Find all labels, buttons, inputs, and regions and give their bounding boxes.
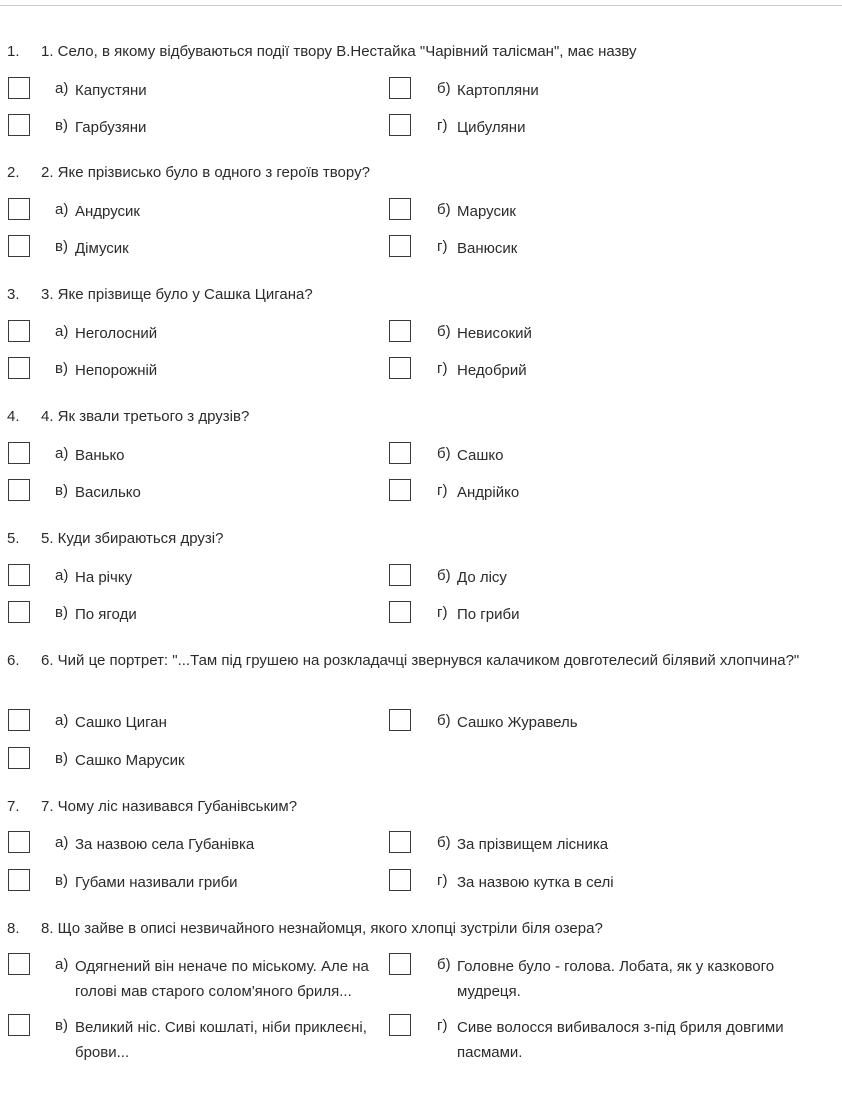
option-text: Дімусик [75, 240, 129, 257]
option-q5-c[interactable] [8, 601, 388, 627]
option-letter: б) [437, 80, 451, 97]
option-letter: г) [437, 604, 448, 621]
option-text: Недобрий [457, 362, 527, 379]
option-letter: а) [55, 567, 69, 584]
option-q2-c[interactable] [8, 235, 388, 261]
option-text: Андрійко [457, 484, 520, 501]
option-q4-b[interactable] [389, 442, 829, 468]
option-text: По ягоди [75, 606, 137, 623]
option-letter: в) [55, 482, 68, 499]
checkbox[interactable] [8, 479, 30, 501]
option-letter: а) [55, 201, 69, 218]
question-number: 1. [7, 43, 20, 60]
option-text: Ванюсик [457, 240, 518, 257]
option-q5-a[interactable] [8, 564, 388, 590]
option-q8-d[interactable] [389, 1014, 829, 1061]
option-q2-d[interactable] [389, 235, 829, 261]
option-letter: в) [55, 360, 68, 377]
question-number: 8. [7, 920, 20, 937]
question-number: 2. [7, 164, 20, 181]
question-number: 6. [7, 652, 20, 669]
option-text: Одягнений він неначе по міському. Але на голові мав старого солом'яного бриля... [75, 958, 369, 1000]
checkbox[interactable] [389, 320, 411, 342]
option-q6-b[interactable] [389, 709, 829, 735]
question-text: 1. Село, в якому відбуваються події твору В.Нестайка "Чарівний талісман", має назву [41, 43, 637, 60]
checkbox[interactable] [389, 564, 411, 586]
option-text: Ванько [75, 447, 125, 464]
checkbox[interactable] [389, 114, 411, 136]
option-q4-c[interactable] [8, 479, 388, 505]
option-letter: в) [55, 872, 68, 889]
option-text: Головне було - голова. Лобата, як у казкового мудреця. [457, 958, 775, 1000]
option-letter: г) [437, 117, 448, 134]
option-letter: в) [55, 750, 68, 767]
option-letter: в) [55, 604, 68, 621]
option-text: Невисокий [457, 325, 532, 342]
option-q8-a[interactable] [8, 953, 388, 1000]
checkbox[interactable] [8, 953, 30, 975]
option-q7-b[interactable] [389, 831, 829, 857]
option-q1-d[interactable] [389, 114, 829, 140]
option-text: За назвою села Губанівка [75, 836, 255, 853]
checkbox[interactable] [389, 442, 411, 464]
question-text: 3. Яке прізвище було у Сашка Цигана? [41, 286, 313, 303]
option-text: Василько [75, 484, 141, 501]
option-letter: а) [55, 712, 69, 729]
option-text: Непорожній [75, 362, 158, 379]
checkbox[interactable] [8, 869, 30, 891]
option-q7-a[interactable] [8, 831, 388, 857]
option-letter: б) [437, 956, 451, 973]
checkbox[interactable] [8, 747, 30, 769]
question-text: 8. Що зайве в описі незвичайного незнайомця, якого хлопці зустріли біля озера? [41, 920, 603, 937]
option-letter: г) [437, 360, 448, 377]
option-q3-d[interactable] [389, 357, 829, 383]
question-text: 2. Яке прізвисько було в одного з героїв твору? [41, 164, 370, 181]
option-letter: в) [55, 1017, 68, 1034]
option-letter: г) [437, 482, 448, 499]
option-letter: б) [437, 567, 451, 584]
checkbox[interactable] [8, 442, 30, 464]
checkbox[interactable] [389, 77, 411, 99]
question-number: 4. [7, 408, 20, 425]
top-divider [0, 5, 842, 6]
option-q8-c[interactable] [8, 1014, 388, 1061]
checkbox[interactable] [389, 709, 411, 731]
option-letter: б) [437, 712, 451, 729]
option-q3-b[interactable] [389, 320, 829, 346]
option-text: Сашко [457, 447, 504, 464]
option-q1-c[interactable] [8, 114, 388, 140]
option-letter: а) [55, 323, 69, 340]
checkbox[interactable] [389, 235, 411, 257]
option-text: За прізвищем лісника [457, 836, 609, 853]
option-text: Картопляни [457, 82, 539, 99]
question-text: 7. Чому ліс називався Губанівським? [41, 798, 298, 815]
option-text: Цибуляни [457, 119, 526, 136]
option-letter: а) [55, 834, 69, 851]
option-q8-b[interactable] [389, 953, 829, 1000]
option-q4-a[interactable] [8, 442, 388, 468]
option-q2-b[interactable] [389, 198, 829, 224]
checkbox[interactable] [389, 601, 411, 623]
question-text: 6. Чий це портрет: "...Там під грушею на розкладачці звернувся калачиком довготелесий білявий хлопчина?" [41, 652, 800, 669]
checkbox[interactable] [389, 869, 411, 891]
option-letter: в) [55, 238, 68, 255]
option-text: Гарбузяни [75, 119, 147, 136]
option-text: Капустяни [75, 82, 147, 99]
option-letter: б) [437, 201, 451, 218]
option-q7-d[interactable] [389, 869, 829, 895]
checkbox[interactable] [389, 479, 411, 501]
option-q5-d[interactable] [389, 601, 829, 627]
option-letter: б) [437, 445, 451, 462]
option-q6-c[interactable] [8, 747, 388, 773]
option-q4-d[interactable] [389, 479, 829, 505]
option-letter: а) [55, 445, 69, 462]
option-text: За назвою кутка в селі [457, 874, 614, 891]
option-q3-c[interactable] [8, 357, 388, 383]
checkbox[interactable] [8, 77, 30, 99]
option-q1-a[interactable] [8, 77, 388, 103]
checkbox[interactable] [8, 198, 30, 220]
question-number: 3. [7, 286, 20, 303]
checkbox[interactable] [389, 953, 411, 975]
option-text: До лісу [457, 569, 507, 586]
option-text: Сашко Журавель [457, 714, 578, 731]
option-q3-a[interactable] [8, 320, 388, 346]
checkbox[interactable] [8, 357, 30, 379]
checkbox[interactable] [8, 831, 30, 853]
option-text: Сашко Циган [75, 714, 167, 731]
checkbox[interactable] [389, 198, 411, 220]
option-letter: г) [437, 238, 448, 255]
option-text: Великий ніс. Сиві кошлаті, ніби приклеєні, брови... [75, 1019, 367, 1061]
option-text: Сиве волосся вибивалося з-під бриля довгими пасмами. [457, 1019, 784, 1061]
option-letter: г) [437, 1017, 448, 1034]
question-text: 5. Куди збираються друзі? [41, 530, 224, 547]
option-letter: г) [437, 872, 448, 889]
question-number: 5. [7, 530, 20, 547]
option-text: По гриби [457, 606, 520, 623]
option-letter: б) [437, 323, 451, 340]
option-q7-c[interactable] [8, 869, 388, 895]
option-letter: б) [437, 834, 451, 851]
question-number: 7. [7, 798, 20, 815]
option-letter: а) [55, 80, 69, 97]
checkbox[interactable] [389, 831, 411, 853]
checkbox[interactable] [8, 564, 30, 586]
option-q5-b[interactable] [389, 564, 829, 590]
checkbox[interactable] [389, 357, 411, 379]
option-letter: в) [55, 117, 68, 134]
checkbox[interactable] [8, 114, 30, 136]
checkbox[interactable] [8, 1014, 30, 1036]
question-text: 4. Як звали третього з друзів? [41, 408, 250, 425]
option-text: Марусик [457, 203, 516, 220]
option-text: Неголосний [75, 325, 158, 342]
option-q2-a[interactable] [8, 198, 388, 224]
checkbox[interactable] [8, 235, 30, 257]
option-letter: а) [55, 956, 69, 973]
checkbox[interactable] [8, 601, 30, 623]
option-text: Андрусик [75, 203, 140, 220]
option-text: Сашко Марусик [75, 752, 185, 769]
checkbox[interactable] [389, 1014, 411, 1036]
option-q1-b[interactable] [389, 77, 829, 103]
option-text: Губами називали гриби [75, 874, 238, 891]
checkbox[interactable] [8, 709, 30, 731]
option-q6-a[interactable] [8, 709, 388, 735]
option-text: На річку [75, 569, 133, 586]
checkbox[interactable] [8, 320, 30, 342]
